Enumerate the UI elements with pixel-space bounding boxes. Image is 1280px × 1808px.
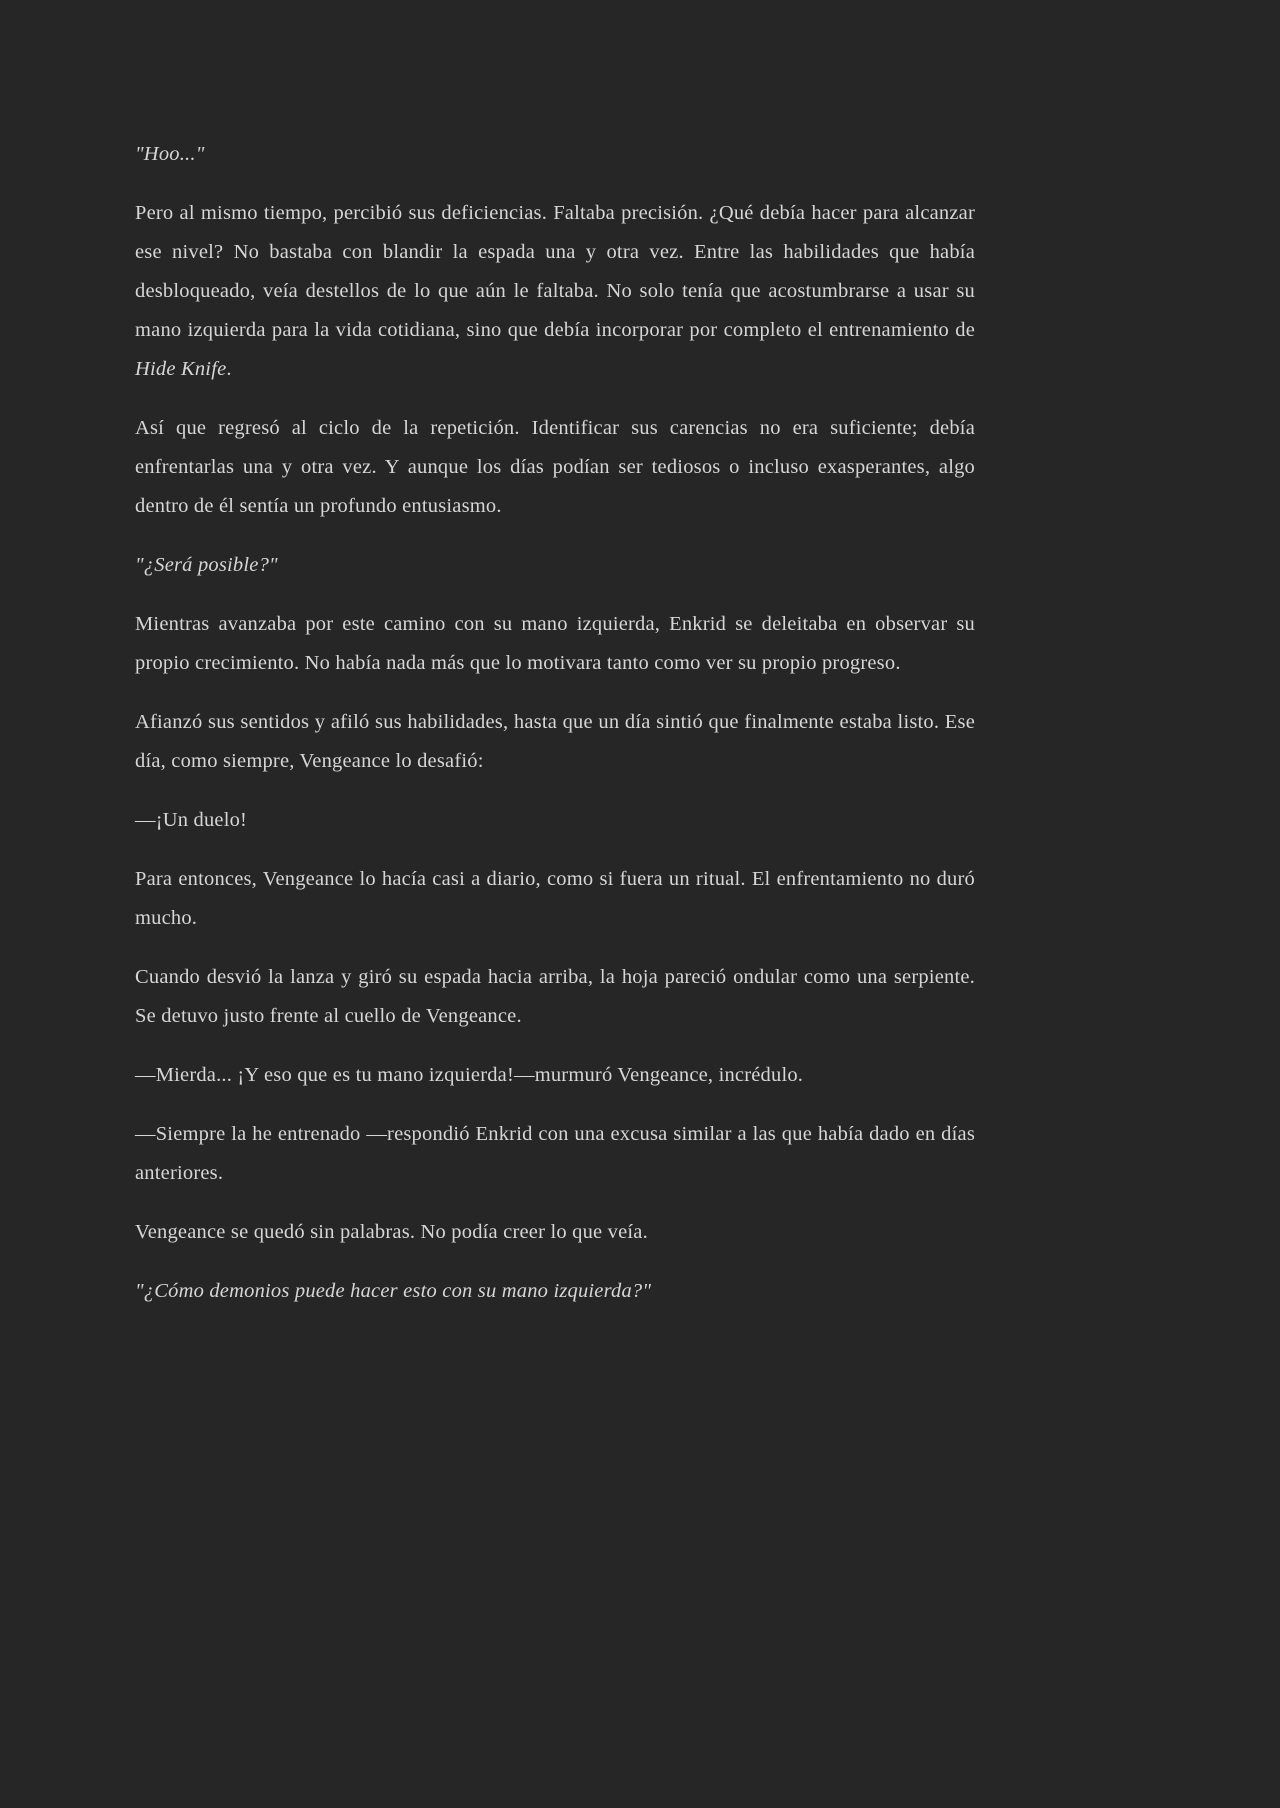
paragraph-text: —Siempre la he entrenado —respondió Enkrid con una excusa similar a las que había dado en días anteriores. — [135, 1123, 975, 1184]
paragraph — [135, 1272, 975, 1311]
inline-italic-text: Hide Knife — [135, 358, 227, 380]
paragraph — [135, 1115, 975, 1193]
paragraph — [135, 958, 975, 1036]
paragraph — [135, 703, 975, 781]
paragraph — [135, 1056, 975, 1095]
paragraph — [135, 546, 975, 585]
paragraph-text: "¿Será posible?" — [135, 554, 278, 576]
paragraph-text: "Hoo..." — [135, 143, 205, 165]
paragraph-text: Afianzó sus sentidos y afiló sus habilidades, hasta que un día sintió que finalmente estaba listo. Ese día, como siempre, Vengeance lo desafió: — [135, 711, 975, 772]
paragraph-text: Mientras avanzaba por este camino con su mano izquierda, Enkrid se deleitaba en observar su propio crecimiento. No había nada más que lo motivara tanto como ver su propio progreso. — [135, 613, 975, 674]
paragraph-text: Para entonces, Vengeance lo hacía casi a diario, como si fuera un ritual. El enfrentamiento no duró mucho. — [135, 868, 975, 929]
paragraph — [135, 801, 975, 840]
paragraph — [135, 1213, 975, 1252]
paragraph-text: Así que regresó al ciclo de la repetición. Identificar sus carencias no era suficiente; debía enfrentarlas una y otra vez. Y aunque los días podían ser tediosos o incluso exasperantes, algo dentro de él sentía un profundo entusiasmo. — [135, 417, 975, 517]
paragraph-text: "¿Cómo demonios puede hacer esto con su mano izquierda?" — [135, 1280, 652, 1302]
paragraph — [135, 135, 975, 174]
paragraph-text: Pero al mismo tiempo, percibió sus deficiencias. Faltaba precisión. ¿Qué debía hacer para alcanzar ese nivel? No bastaba con blandir la espada una y otra vez. Entre las habilidades que había desbloqueado, veía destellos de lo que aún le faltaba. No solo tenía que acostumbrarse a usar su mano izquierda para la vida cotidiana, sino que debía incorporar por completo el entrenamiento de — [135, 202, 975, 341]
paragraph-text: —Mierda... ¡Y eso que es tu mano izquierda!—murmuró Vengeance, incrédulo. — [135, 1064, 804, 1086]
paragraph-text: —¡Un duelo! — [135, 809, 248, 831]
paragraph-text: Cuando desvió la lanza y giró su espada hacia arriba, la hoja pareció ondular como una serpiente. Se detuvo justo frente al cuello de Vengeance. — [135, 966, 975, 1027]
paragraph-text: . — [226, 358, 232, 380]
paragraph-text: Vengeance se quedó sin palabras. No podía creer lo que veía. — [135, 1221, 648, 1243]
paragraph — [135, 194, 975, 389]
paragraph — [135, 409, 975, 526]
paragraph — [135, 605, 975, 683]
paragraph — [135, 860, 975, 938]
